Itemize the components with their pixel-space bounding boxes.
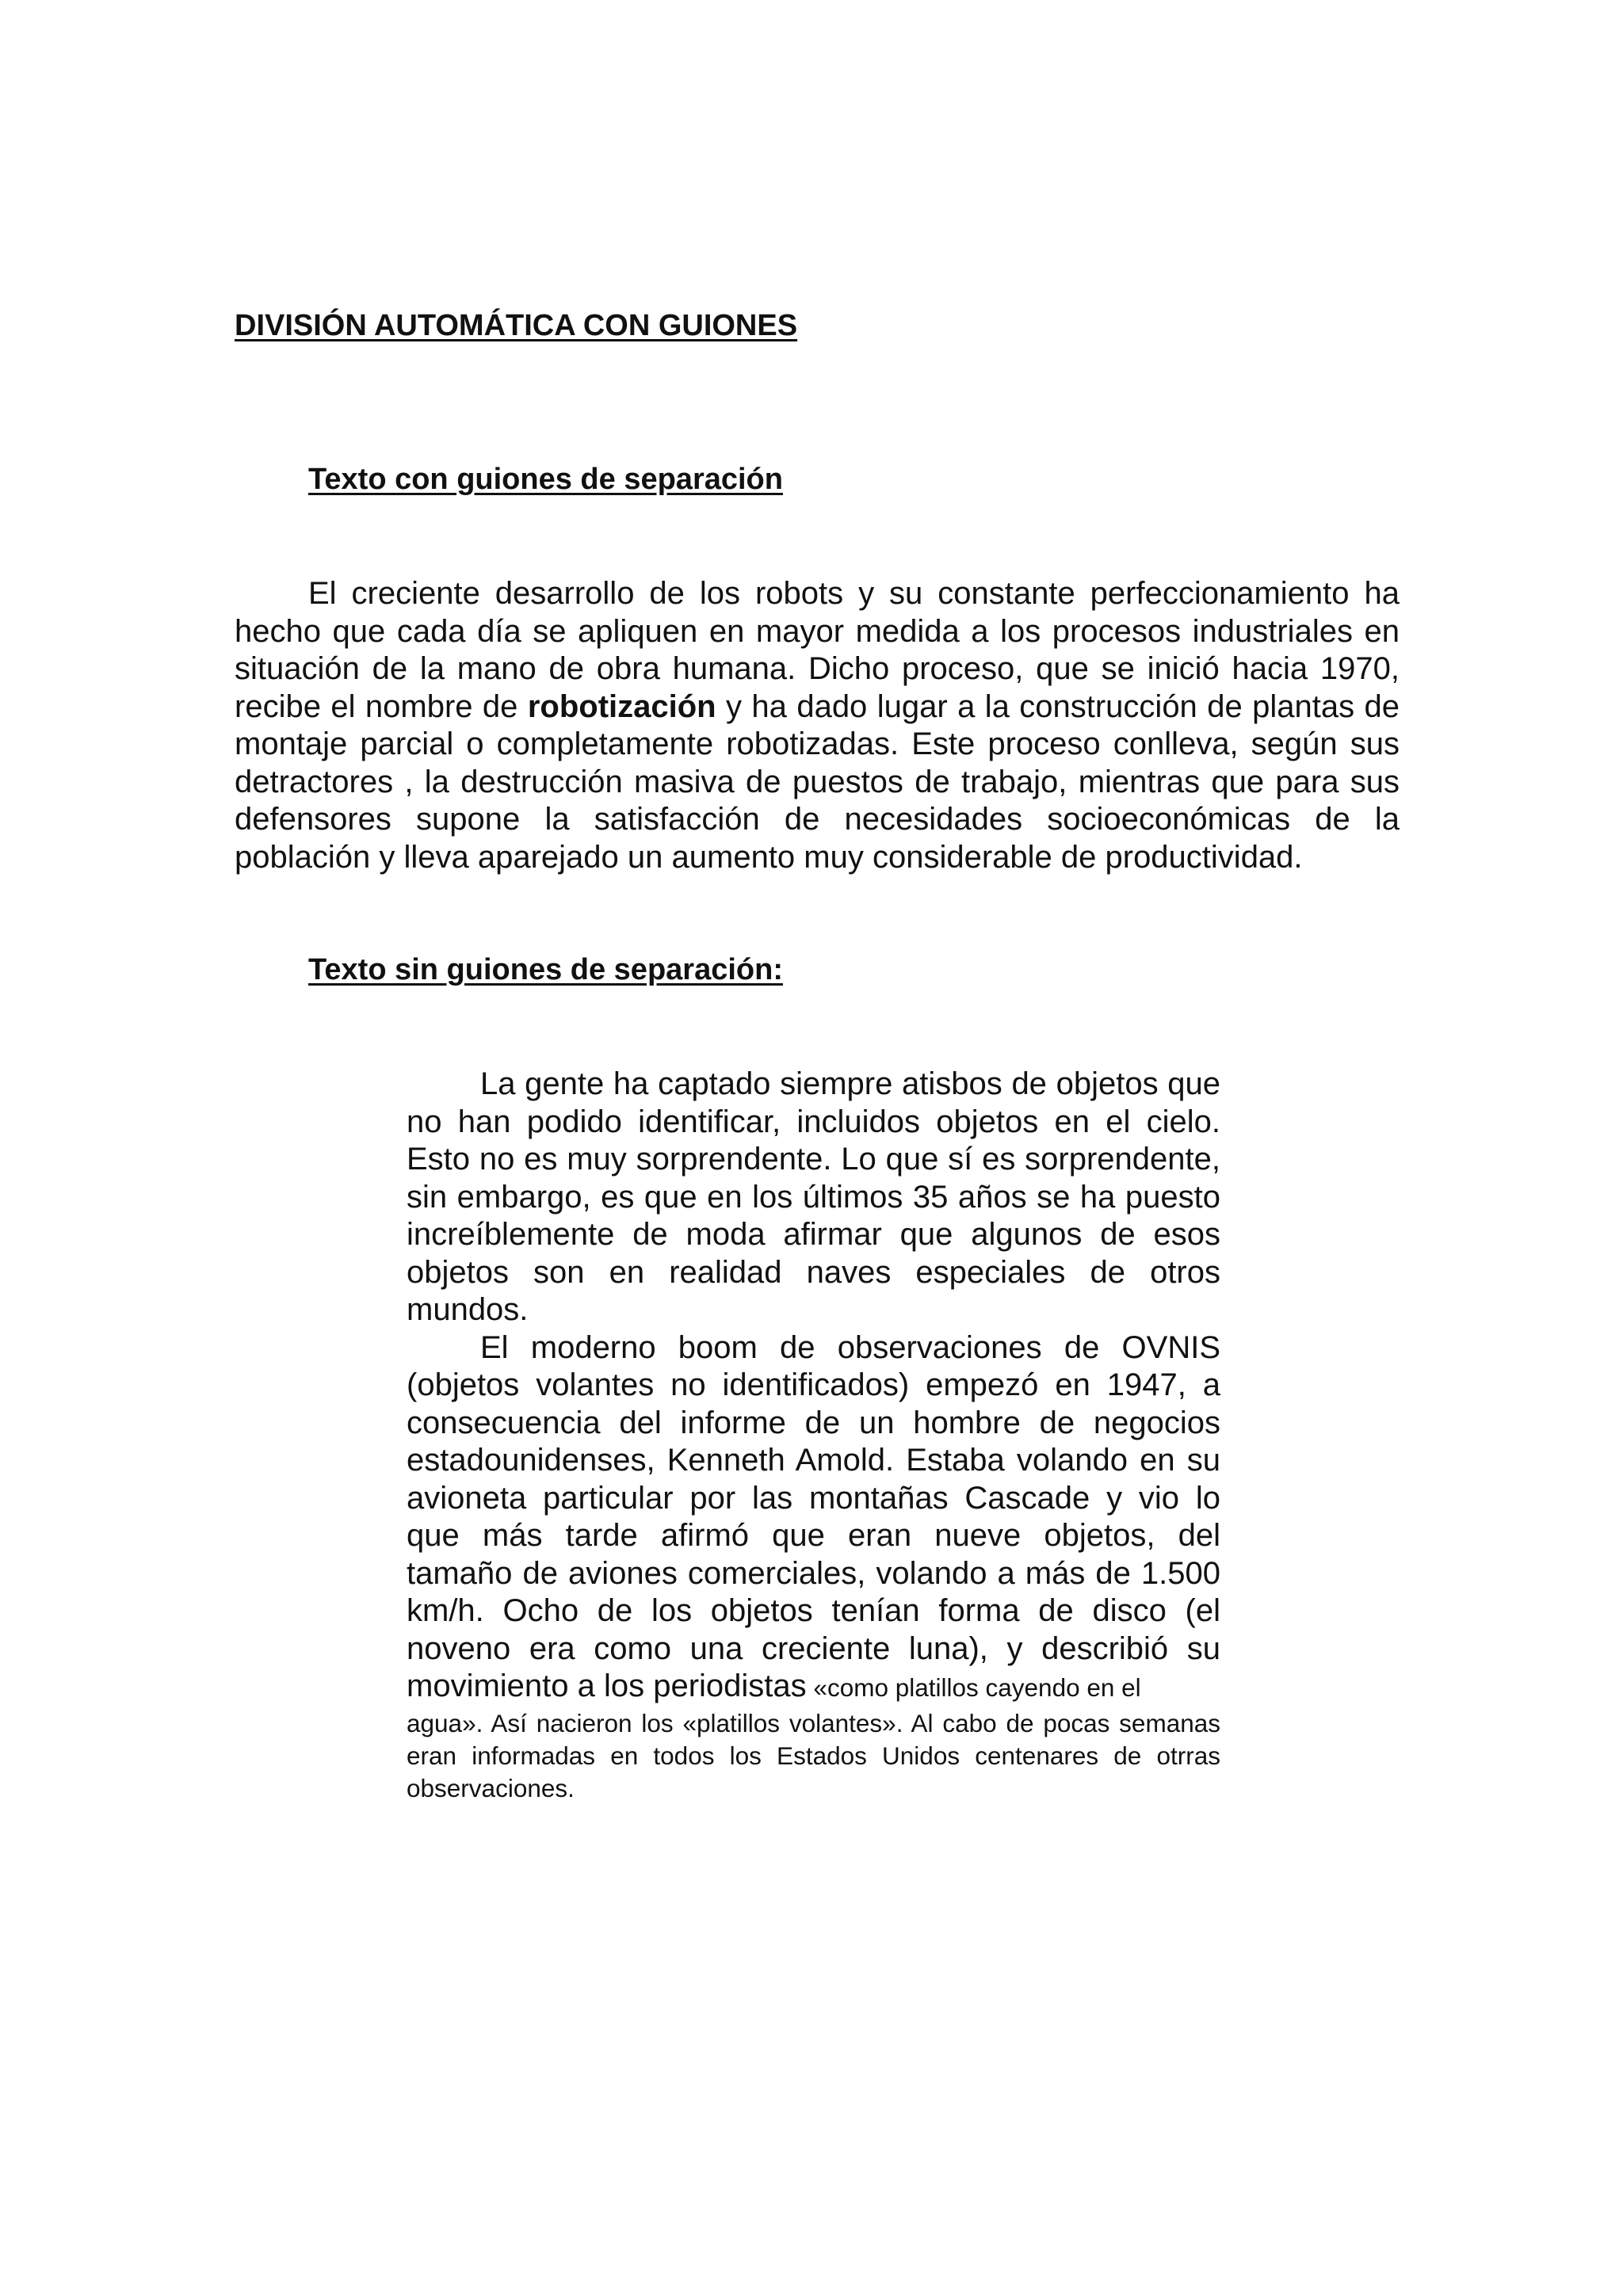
column-paragraph-2-continuation: agua». Así nacieron los «platillos volantes». Al cabo de pocas semanas eran informadas en todos los Estados Unidos centenares de otrras observaciones.	[407, 1708, 1220, 1802]
document-title: DIVISIÓN AUTOMÁTICA CON GUIONES	[235, 309, 798, 342]
column-paragraph-2-text: El moderno boom de observaciones de OVNIS (objetos volantes no identificados) empezó en 1947, a consecuencia del informe de un hombre de negocios estadounidenses, Kenneth Amold. Estaba volando en su avioneta particular por las montañas Cascade y vio lo que más tarde afirmó que eran nueve objetos, del tamaño de aviones comerciales, volando a más de 1.500 km/h. Ocho de los objetos tenían forma de disco (el noveno era como una creciente luna), y describió su movimiento a los periodistas	[407, 1329, 1220, 1703]
hyphenated-paragraph	[235, 575, 1400, 876]
paragraph-text-part1: El creciente desarrollo de los robots y su constante perfeccionamiento ha hecho que cada día se apliquen en mayor medida a los procesos industriales en situación de la mano de obra humana. Dicho proceso, que se inició hacia 1970, recibe el nombre de	[235, 576, 1400, 724]
bold-term: robotización	[527, 688, 716, 724]
column-paragraph-1: La gente ha captado siempre atisbos de objetos que no han podido identificar, incluidos objetos en el cielo. Esto no es muy sorprendente. Lo que sí es sorprendente, sin embargo, es que en los últimos 35 años se ha puesto increíblemente de moda afirmar que algunos de esos objetos son en realidad naves especiales de otros mundos.	[407, 1066, 1220, 1327]
section-heading-unhyphenated: Texto sin guiones de separación:	[308, 953, 783, 986]
indented-column	[407, 1066, 1220, 1805]
section-heading-hyphenated: Texto con guiones de separación	[308, 463, 783, 496]
column-paragraph-2-small-text: «como platillos cayendo en el	[806, 1673, 1141, 1702]
column-paragraph-2	[407, 1329, 1220, 1707]
paragraph-text-part2: y ha dado lugar a la construcción de plantas de montaje parcial o completamente robotizadas. Este proceso conlleva, según sus detractores , la destrucción masiva de puestos de trabajo, mientras que para sus defensores supone la satisfacción de necesidades socioeconómicas de la población y lleva aparejado un aumento muy considerable de productividad.	[235, 688, 1400, 875]
